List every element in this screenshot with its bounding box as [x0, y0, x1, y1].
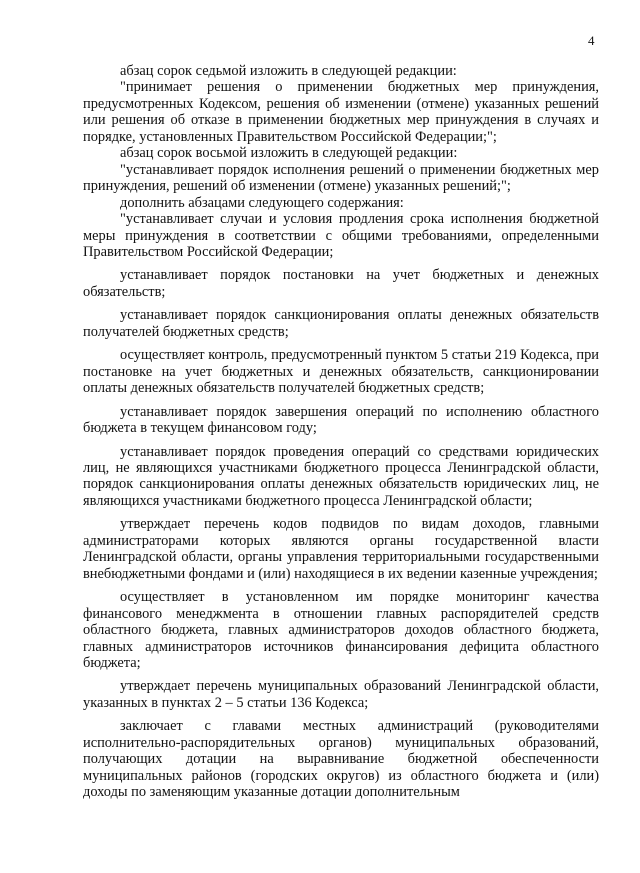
document-body: [83, 63, 599, 801]
paragraph-item-48-text: "устанавливает порядок исполнения решений о применении бюджетных мер принуждения, решений об изменении (отмене) указанных решений;";: [83, 161, 599, 195]
paragraph-payment-authorization: устанавливает порядок санкционирования оплаты денежных обязательств получателей бюджетных средств;: [83, 307, 599, 340]
paragraph-legal-entities-operations: устанавливает порядок проведения операций со средствами юридических лиц, не являющихся участниками бюджетного процесса Ленинградской области, порядок санкционирования оплаты денежных обязательств юридических лиц, не являющихся участниками бюджетного процесса Ленинградской области;: [83, 443, 599, 509]
page-number: 4: [588, 33, 595, 48]
paragraph-item-47-heading: абзац сорок седьмой изложить в следующей редакции:: [120, 63, 457, 79]
paragraph-obligations-registration: устанавливает порядок постановки на учет бюджетных и денежных обязательств;: [83, 267, 599, 300]
paragraph-operations-completion: устанавливает порядок завершения операций по исполнению областного бюджета в текущем финансовом году;: [83, 403, 599, 437]
paragraph-revenue-codes: утверждает перечень кодов подвидов по видам доходов, главными администраторами которых являются органы государственной власти Ленинградской области, органы управления территориальными государственными внебюджетными фондами и (или) находящиеся в их ведении казенные учреждения;: [83, 516, 599, 582]
paragraph-agreements: заключает с главами местных администраций (руководителями исполнительно-распорядительных органов) муниципальных образований, получающих дотации на выравнивание бюджетной обеспеченности муниципальных районов (городских округов) из областного бюджета и (или) доходы по заменяющим указанные дотации дополнительным: [83, 718, 599, 801]
paragraph-financial-monitoring: осуществляет в установленном им порядке мониторинг качества финансового менеджмента в отношении главных распорядителей средств областного бюджета, главных администраторов доходов областного бюджета, главных администраторов источников финансирования дефицита областного бюджета;: [83, 589, 599, 671]
paragraph-municipalities-list: утверждает перечень муниципальных образований Ленинградской области, указанных в пунктах 2 – 5 статьи 136 Кодекса;: [83, 678, 599, 711]
paragraph-control: осуществляет контроль, предусмотренный пунктом 5 статьи 219 Кодекса, при постановке на учет бюджетных и денежных обязательств, санкционировании оплаты денежных обязательств получателей бюджетных средств;: [83, 347, 599, 397]
paragraph-item-47-text: "принимает решения о применении бюджетных мер принуждения, предусмотренных Кодексом, решения об изменении (отмене) указанных решений или решения об отказе в применении бюджетных мер принуждения в случаях и порядке, установленных Правительством Российской Федерации;";: [83, 79, 599, 145]
paragraph-addition-heading: дополнить абзацами следующего содержания:: [120, 194, 404, 211]
paragraph-extension-conditions: "устанавливает случаи и условия продления срока исполнения бюджетной меры принуждения в соответствии с общими требованиями, определенными Правительством Российской Федерации;: [83, 211, 599, 260]
paragraph-item-48-heading: абзац сорок восьмой изложить в следующей редакции:: [120, 145, 458, 162]
